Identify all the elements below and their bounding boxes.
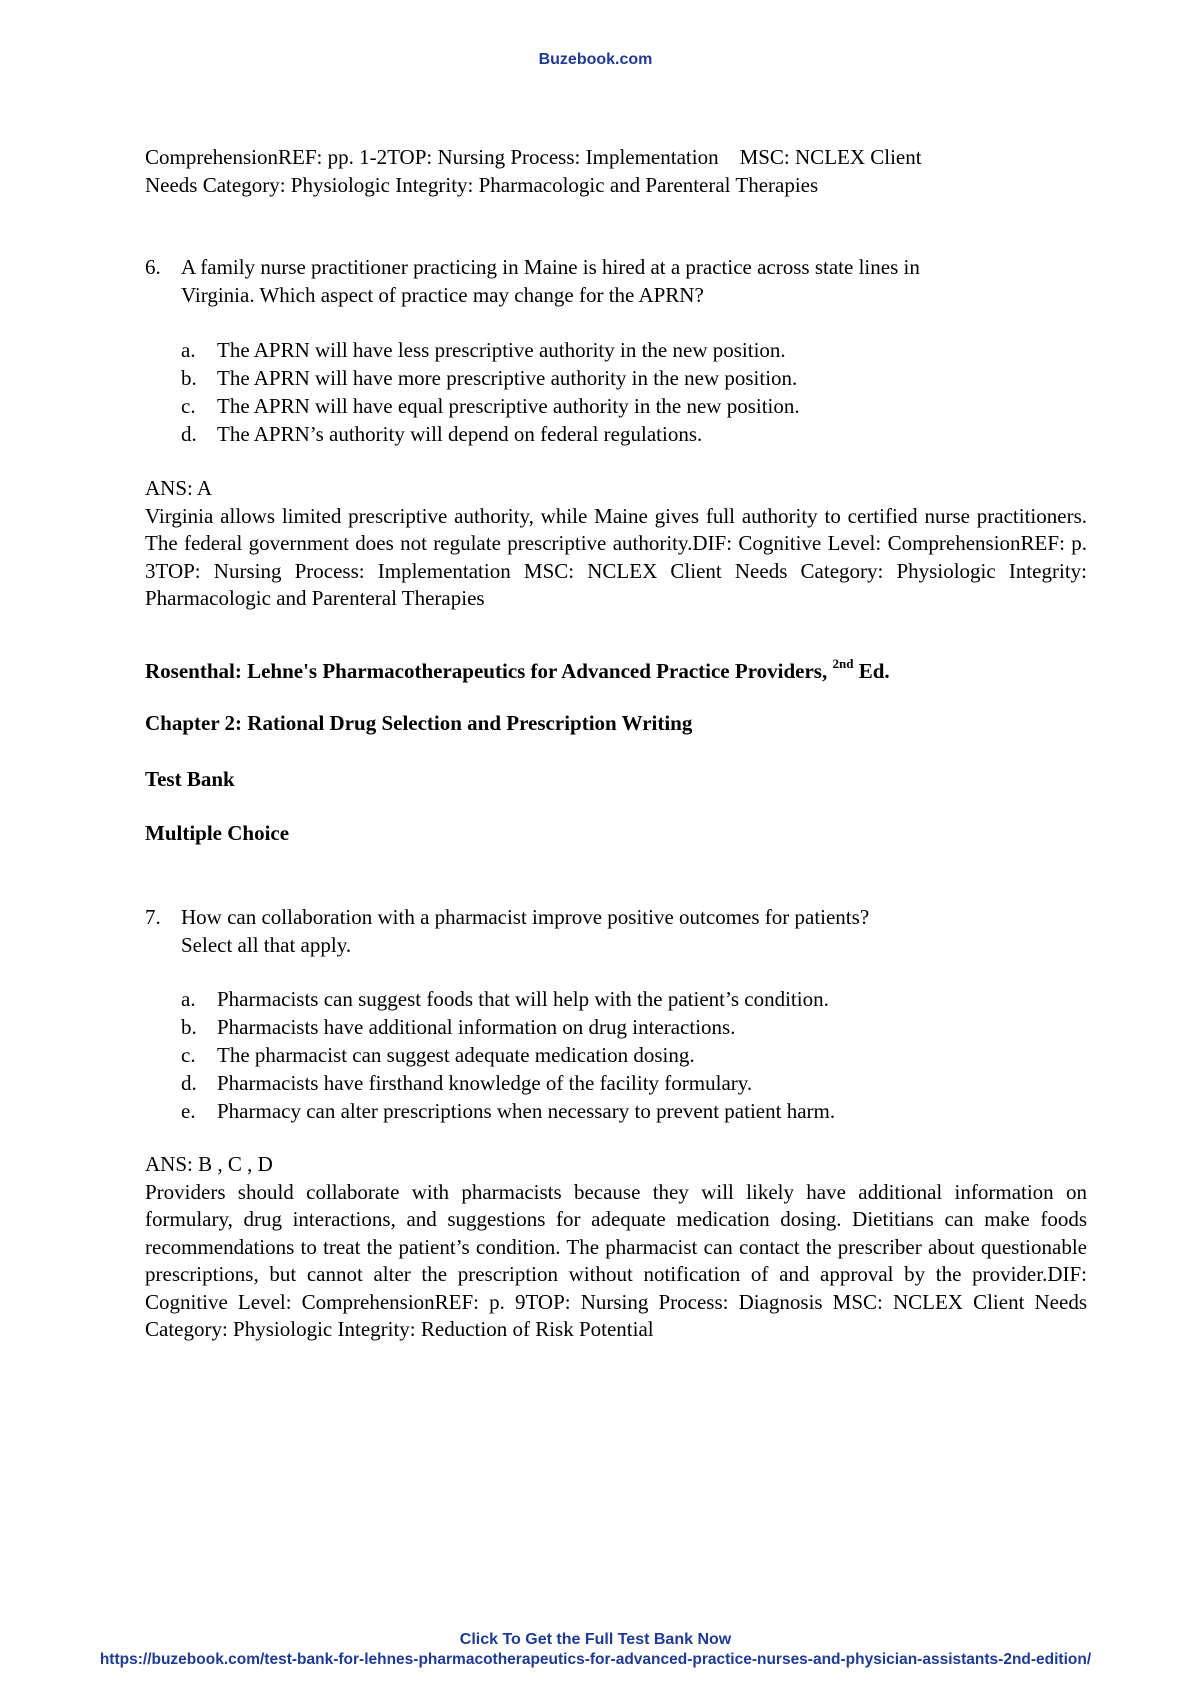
option-letter: d.: [181, 1071, 197, 1095]
option-text: The APRN’s authority will depend on federal regulations.: [217, 422, 703, 446]
question-text: [181, 254, 1045, 309]
option-letter: b.: [181, 1015, 197, 1039]
question-text-line-2: Select all that apply.: [181, 932, 352, 957]
continuation-line-1: ComprehensionREF: pp. 1-2TOP: Nursing Process: Implementation MSC: NCLEX Client: [145, 145, 922, 169]
question-text-line-1: A family nurse practitioner practicing in Maine is hired at a practice across state lines in: [181, 255, 920, 279]
question-7-options: [181, 986, 1041, 1126]
question-text-line-1: How can collaboration with a pharmacist improve positive outcomes for patients?: [181, 905, 870, 929]
question-7: [145, 904, 1045, 959]
option-text: Pharmacists have additional information on drug interactions.: [217, 1015, 736, 1039]
option-letter: c.: [181, 1043, 196, 1067]
option-letter: a.: [181, 338, 196, 362]
footer-cta-link[interactable]: Click To Get the Full Test Bank Now: [459, 1631, 732, 1648]
option-c: [181, 1042, 1041, 1070]
test-bank-heading: Test Bank: [145, 767, 235, 791]
question-text-line-2: Virginia. Which aspect of practice may change for the APRN?: [181, 282, 704, 307]
multiple-choice-heading: Multiple Choice: [145, 821, 290, 845]
option-letter: b.: [181, 366, 197, 390]
option-b: [181, 1014, 1041, 1042]
continuation-line-2: Needs Category: Physiologic Integrity: Pharmacologic and Parenteral Therapies: [145, 172, 819, 197]
option-c: [181, 393, 1041, 421]
answer-rationale: Virginia allows limited prescriptive authority, while Maine gives full authority to certified nurse practitioners. The federal government does not regulate prescriptive authority.DIF: Cognitive Level: ComprehensionREF: p. 3TOP: Nursing Process: Implementation MSC: NCLEX Client Needs Category: Physiologic Integrity: Pharmacologic and Parenteral Therapies: [145, 503, 1087, 610]
option-letter: d.: [181, 422, 197, 446]
option-a: [181, 986, 1041, 1014]
edition-superscript: 2nd: [832, 656, 854, 671]
answer-key: ANS: B , C , D: [145, 1152, 273, 1176]
previous-rationale-continuation: [145, 144, 1087, 199]
site-header-link[interactable]: Buzebook.com: [538, 51, 653, 68]
edition-suffix: Ed.: [853, 659, 890, 683]
option-text: The APRN will have less prescriptive authority in the new position.: [217, 338, 786, 362]
option-text: The pharmacist can suggest adequate medication dosing.: [217, 1043, 695, 1067]
answer-rationale: Providers should collaborate with pharmacists because they will likely have additional information on formulary, drug interactions, and suggestions for adequate medication dosing. Dietitians can make foods recommendations to treat the patient’s condition. The pharmacist can contact the prescriber about questionable prescriptions, but cannot alter the prescription without notification of and approval by the provider.DIF: Cognitive Level: ComprehensionREF: p. 9TOP: Nursing Process: Diagnosis MSC: NCLEX Client Needs Category: Physiologic Integrity: Reduction of Risk Potential: [145, 1179, 1087, 1341]
option-text: Pharmacists can suggest foods that will help with the patient’s condition.: [217, 987, 829, 1011]
option-d: [181, 421, 1041, 449]
question-6-answer: [145, 475, 1087, 613]
option-d: [181, 1070, 1041, 1098]
option-text: Pharmacists have firsthand knowledge of the facility formulary.: [217, 1071, 753, 1095]
option-b: [181, 365, 1041, 393]
option-letter: a.: [181, 987, 196, 1011]
question-number: 6.: [145, 255, 161, 279]
option-text: The APRN will have equal prescriptive authority in the new position.: [217, 394, 800, 418]
footer-url-link[interactable]: https://buzebook.com/test-bank-for-lehnes-pharmacotherapeutics-for-advanced-practice-nurses-and-physician-assistants-2nd-edition/: [99, 1651, 1092, 1668]
option-a: [181, 337, 1041, 365]
question-7-answer: [145, 1151, 1087, 1344]
chapter-heading: Chapter 2: Rational Drug Selection and Prescription Writing: [145, 711, 693, 735]
question-6: [145, 254, 1045, 309]
option-text: Pharmacy can alter prescriptions when necessary to prevent patient harm.: [217, 1099, 836, 1123]
question-6-options: [181, 337, 1041, 449]
book-heading: [145, 658, 1087, 686]
book-title: Rosenthal: Lehne's Pharmacotherapeutics for Advanced Practice Providers,: [145, 659, 833, 683]
answer-key: ANS: A: [145, 476, 213, 500]
option-text: The APRN will have more prescriptive authority in the new position.: [217, 366, 798, 390]
option-letter: c.: [181, 394, 196, 418]
option-e: [181, 1098, 1041, 1126]
question-number: 7.: [145, 905, 161, 929]
option-letter: e.: [181, 1099, 196, 1123]
question-text: [181, 904, 1045, 959]
